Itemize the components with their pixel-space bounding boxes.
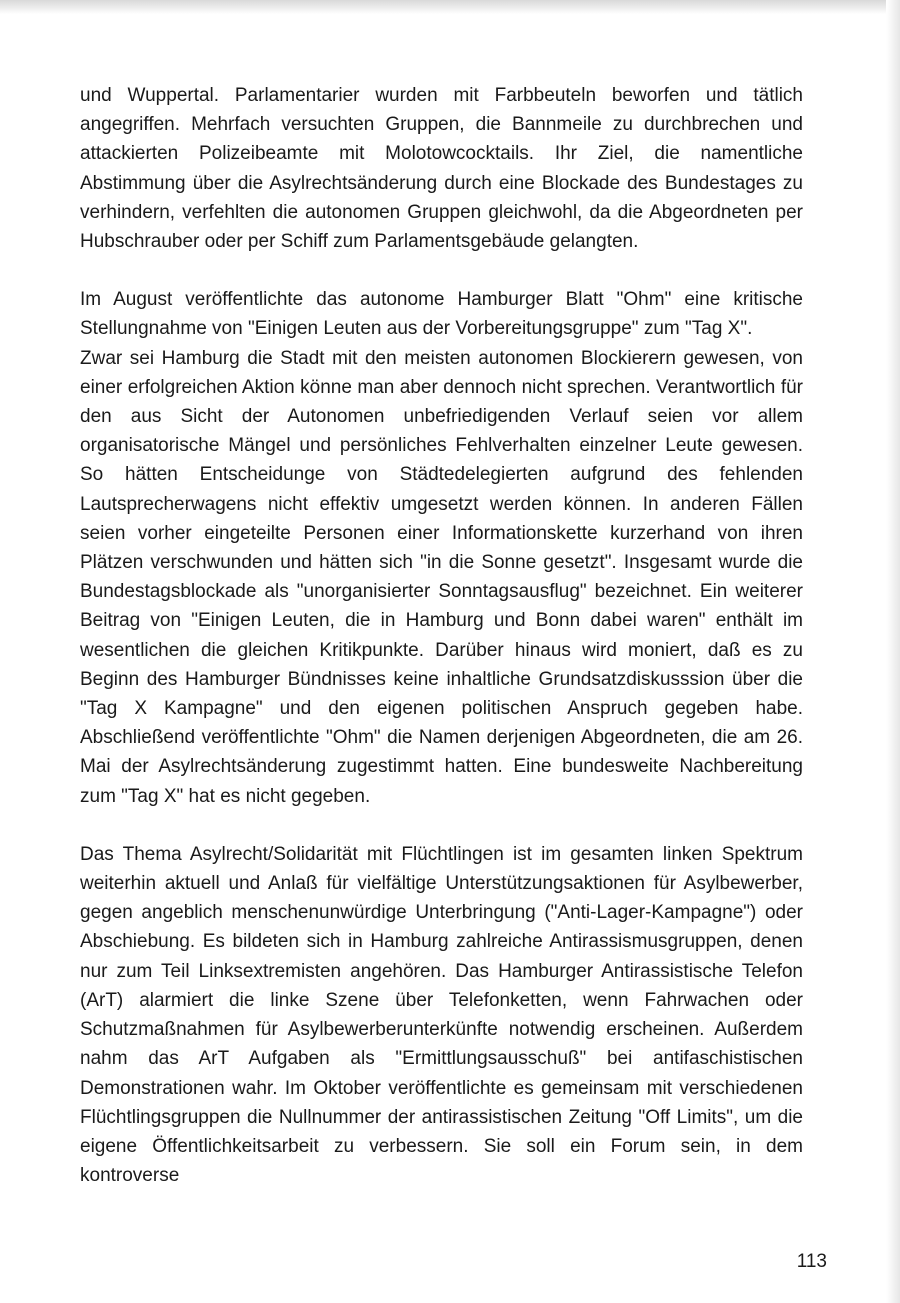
scan-edge-top [0, 0, 900, 14]
page-number: 113 [796, 1251, 827, 1272]
page-body-text [80, 81, 803, 1190]
paragraph-bannmeile: und Wuppertal. Parlamentarier wurden mit Farbbeuteln beworfen und tätlich angegriffen. Mehrfach versuchten Gruppen, die Bannmeile zu durchbrechen und attackierten Polizeibeamte mit Molotowcocktails. Ihr Ziel, die namentliche Abstimmung über die Asylrechtsänderung durch eine Blockade des Bundestages zu verhindern, verfehlten die autonomen Gruppen gleichwohl, da die Abgeordneten per Hubschrauber oder per Schiff zum Parlamentsgebäude gelangten. [80, 85, 803, 253]
paragraph-kritikpunkte: Zwar sei Hamburg die Stadt mit den meisten autonomen Blockierern gewesen, von einer erfolgreichen Aktion könne man aber dennoch nicht sprechen. Verantwortlich für den aus Sicht der Autonomen unbefriedigenden Verlauf seien vor allem organisatorische Mängel und persönliches Fehlverhalten einzelner Leute gewesen. So hätten Entscheidunge von Städtedelegierten aufgrund des fehlenden Lautsprecherwagens nicht effektiv umgesetzt werden können. In anderen Fällen seien vorher eingeteilte Personen einer Informationskette kurzerhand von ihren Plätzen verschwunden und hätten sich "in die Sonne gesetzt". Insgesamt wurde die Bundestagsblockade als "unorganisierter Sonntagsausflug" bezeichnet. Ein weiterer Beitrag von "Einigen Leuten, die in Hamburg und Bonn dabei waren" enthält im wesentlichen die gleichen Kritikpunkte. Darüber hinaus wird moniert, daß es zu Beginn des Hamburger Bündnisses keine inhaltliche Grundsatzdiskusssion über die "Tag X Kampagne" und den eigenen politischen Anspruch gegeben habe. Abschließend veröffentlichte "Ohm" die Namen derjenigen Abgeordneten, die am 26. Mai der Asylrechtsänderung zugestimmt hatten. Eine bundesweite Nachbereitung zum "Tag X" hat es nicht gegeben. [80, 347, 803, 807]
paragraph-asylrecht-solidaritaet: Das Thema Asylrecht/Solidarität mit Flüchtlingen ist im gesamten linken Spektrum weiterhin aktuell und Anlaß für vielfältige Unterstützungsaktionen für Asylbewerber, gegen angeblich menschenunwürdige Unterbringung ("Anti-Lager-Kampagne") oder Abschiebung. Es bildeten sich in Hamburg zahlreiche Antirassismusgruppen, denen nur zum Teil Linksextremisten angehören. Das Hamburger Antirassistische Telefon (ArT) alarmiert die linke Szene über Telefonketten, wenn Fahrwachen oder Schutzmaßnahmen für Asylbewerberunterkünfte notwendig erscheinen. Außerdem nahm das ArT Aufgaben als "Ermittlungsausschuß" bei antifaschistischen Demonstrationen wahr. Im Oktober veröffentlichte es gemeinsam mit verschiedenen Flüchtlingsgruppen die Nullnummer der antirassistischen Zeitung "Off Limits", um die eigene Öffentlichkeitsarbeit zu verbessern. Sie soll ein Forum sein, in dem kontroverse [80, 843, 803, 1187]
scan-edge-right [886, 0, 900, 1303]
paragraph-ohm-stellungnahme: Im August veröffentlichte das autonome Hamburger Blatt "Ohm" eine kritische Stellungnahme von "Einigen Leuten aus der Vorbereitungsgruppe" zum "Tag X". [80, 289, 803, 340]
